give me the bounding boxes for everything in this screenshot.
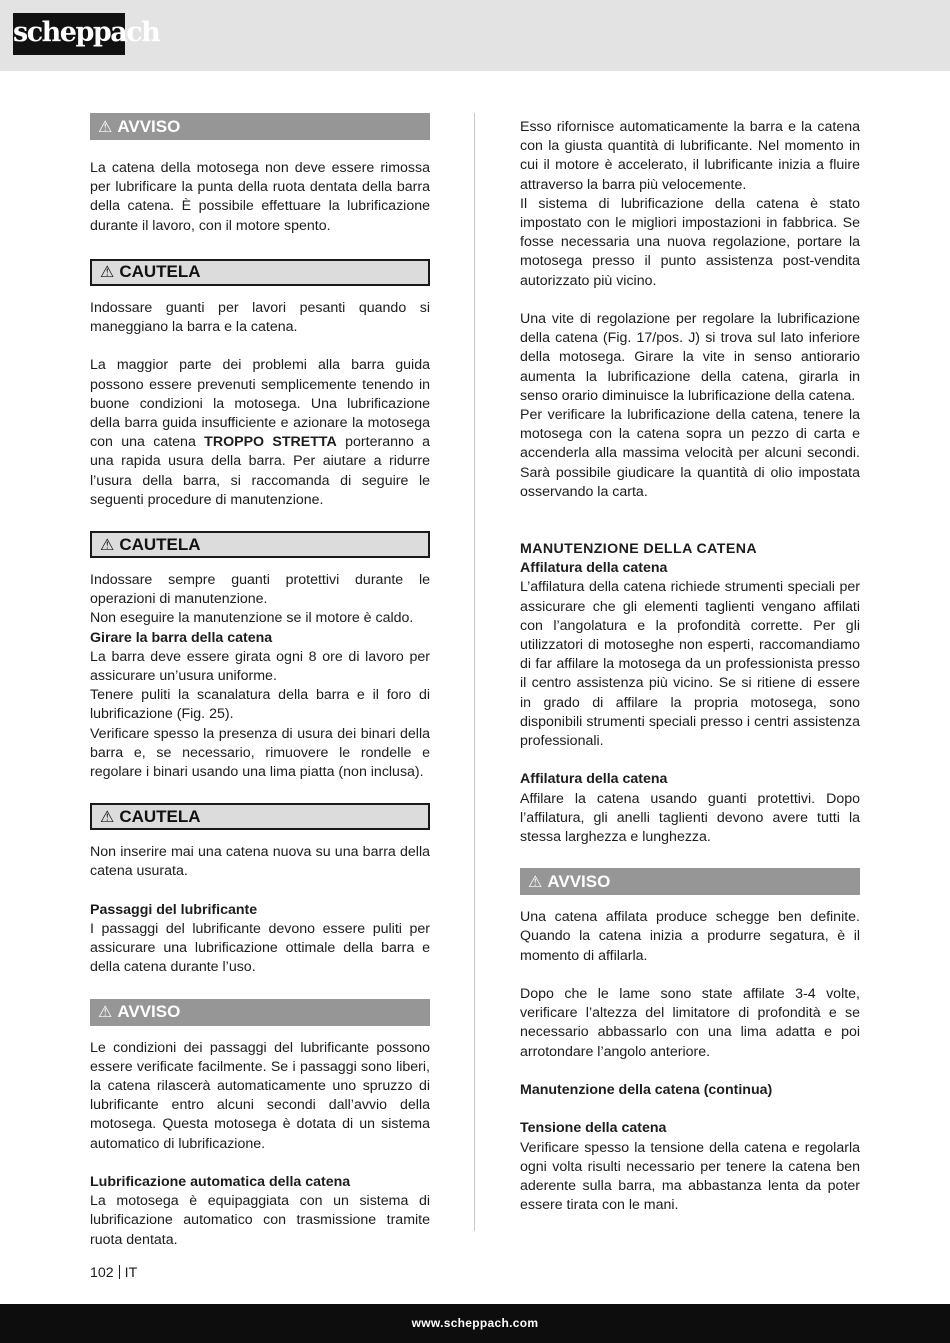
page-footer bbox=[90, 1264, 137, 1283]
notice-cautela-2 bbox=[90, 531, 430, 558]
notice-cautela-1 bbox=[90, 259, 430, 286]
subheading-tensione: Tensione della catena bbox=[520, 1120, 667, 1137]
cautela-2-text-2: Non eseguire la manutenzione se il motore è caldo. bbox=[90, 610, 414, 627]
cautela-1-text: Indossare guanti per lavori pesanti quando si maneggiano la barra e la catena. bbox=[90, 299, 430, 336]
subheading-affilatura-2: Affilatura della catena bbox=[520, 771, 668, 788]
dopo-text: Dopo che le lame sono state affilate 3-4 volte, verificare l’altezza del limitatore di profondità e se necessario abbassarlo con una lima adatta e poi arrotondare l’angolo anteriore. bbox=[520, 986, 860, 1060]
auto-lubrication-text: La motosega è equipaggiata con un sistema di lubrificazione automatico con trasmissione tramite ruota dentata. bbox=[90, 1193, 430, 1248]
cautela-3-text: Non inserire mai una catena nuova su una barra della catena usurata. bbox=[90, 844, 430, 880]
verificare-text: Per verificare la lubrificazione della catena, tenere la motosega con la catena sopra un pezzo di carta e accenderla alla massima velocità per alcuni secondi. Sarà possibile giudicare la quantità di olio impostata osservando la carta. bbox=[520, 407, 860, 500]
right-column bbox=[520, 118, 860, 1215]
notice-title: AVVISO bbox=[117, 116, 181, 136]
avviso-3-text: Una catena affilata produce schegge ben definite. Quando la catena inizia a produrre segatura, è il momento di affilarla. bbox=[520, 909, 860, 964]
column-divider bbox=[474, 113, 475, 1231]
notice-title: CAUTELA bbox=[119, 806, 201, 826]
header-bar bbox=[0, 0, 950, 71]
section-heading-auto-lubrication: Lubrificazione automatica della catena bbox=[90, 1174, 351, 1191]
warning-triangle-icon: ⚠ bbox=[100, 264, 115, 282]
warning-triangle-icon: ⚠ bbox=[100, 536, 115, 554]
subheading-affilatura-1: Affilatura della catena bbox=[520, 560, 668, 577]
girare-text-3: Verificare spesso la presenza di usura dei binari della barra e, se necessario, rimuovere le rondelle e regolare i binari usando una lima piatta (non inclusa). bbox=[90, 725, 430, 781]
affilatura-2-text: Affilare la catena usando guanti protettivi. Dopo l’affilatura, gli anelli taglienti devono avere tutti la stessa larghezza e lunghezza. bbox=[520, 790, 860, 846]
notice-avviso-2 bbox=[90, 999, 430, 1026]
scheppach-logo: scheppach bbox=[13, 13, 125, 55]
left-column bbox=[90, 113, 430, 1250]
emphasis-text: TROPPO STRETTA bbox=[204, 434, 337, 451]
girare-text-1: La barra deve essere girata ogni 8 ore di lavoro per assicurare un’usura uniforme. bbox=[90, 648, 430, 685]
notice-avviso-1 bbox=[90, 113, 430, 140]
warning-triangle-icon: ⚠ bbox=[98, 118, 113, 136]
girare-text-2: Tenere puliti la scanalatura della barra e il foro di lubrificazione (Fig. 25). bbox=[90, 687, 430, 723]
esso-text: Esso rifornisce automaticamente la barra e la catena con la giusta quantità di lubrificante. Nel momento in cui il motore è accelerato, il lubrificante inizia a fluire attraverso la barra più velocemente. bbox=[520, 119, 860, 193]
website-link[interactable]: www.scheppach.com bbox=[411, 1316, 539, 1330]
affilatura-1-text: L’affilatura della catena richiede strumenti speciali per assicurare che gli elementi taglienti vengano affilati con l’angolatura e la profondità corrette. Per gli utilizzatori di motoseghe non esperti, raccomandiamo di far affilare la motosega da un professionista presso il centro assistenza più vicino. Se si ritiene di essere in grado di affilare la propria motosega, sono disponibili strumenti speciali presso i centri assistenza professionali. bbox=[520, 579, 860, 750]
warning-triangle-icon: ⚠ bbox=[98, 1004, 113, 1022]
passaggi-text: I passaggi del lubrificante devono essere puliti per assicurare una lubrificazione ottimale della barra e della catena durante l’uso. bbox=[90, 921, 430, 976]
avviso-2-text: Le condizioni dei passaggi del lubrificante possono essere verificate facilmente. Se i passaggi sono liberi, la catena rilascerà automaticamente uno spruzzo di lubrificante entro alcuni secondi dall’avvio della motosega. Questa motosega è dotata di un sistema automatico di lubrificazione. bbox=[90, 1039, 430, 1152]
paragraph-part: La maggior parte dei problemi alla barra guida possono essere prevenuti semplicemente tenendo in buone condizioni la motosega. Una lubrificazione della barra guida insufficiente e azionare la motosega con una catena bbox=[90, 357, 430, 451]
notice-avviso-3 bbox=[520, 868, 860, 895]
section-heading-girare: Girare la barra della catena bbox=[90, 629, 273, 646]
cautela-2-text-1: Indossare sempre guanti protettivi durante le operazioni di manutenzione. bbox=[90, 572, 430, 608]
footer-separator bbox=[119, 1265, 120, 1279]
footer-bar bbox=[0, 1304, 950, 1343]
language-code: IT bbox=[124, 1265, 138, 1281]
notice-title: AVVISO bbox=[547, 871, 611, 891]
notice-cautela-3 bbox=[90, 803, 430, 830]
paragraph-part: porteranno a una rapida usura della barra. Per aiutare a ridurre l’usura della barra, si raccomanda di seguire le seguenti procedure di manutenzione. bbox=[90, 434, 430, 508]
notice-title: AVVISO bbox=[117, 1002, 181, 1022]
page-number: 102 bbox=[90, 1265, 114, 1281]
section-heading-manutenzione-continua: Manutenzione della catena (continua) bbox=[520, 1082, 773, 1099]
tensione-text: Verificare spesso la tensione della catena e regolarla ogni volta risulti necessario per tenere la catena ben aderente sulla barra, ma abbastanza lenta da poter essere tirata con le mani. bbox=[520, 1139, 860, 1214]
sistema-text: Il sistema di lubrificazione della catena è stato impostato con le migliori impostazioni in fabbrica. Se fosse necessaria una nuova regolazione, portare la motosega presso il punto assistenza post-vendita autorizzato più vicino. bbox=[520, 195, 860, 289]
avviso-1-text: La catena della motosega non deve essere rimossa per lubrificare la punta della ruota dentata della barra della catena. È possibile effettuare la lubrificazione durante il lavoro, con il motore spento. bbox=[90, 160, 430, 234]
bar-maintenance-paragraph bbox=[90, 356, 430, 510]
notice-title: CAUTELA bbox=[119, 262, 201, 282]
section-heading-manutenzione: MANUTENZIONE DELLA CATENA bbox=[520, 541, 757, 558]
vite-text: Una vite di regolazione per regolare la lubrificazione della catena (Fig. 17/pos. J) si trova sul lato inferiore della motosega. Girare la vite in senso antiorario aumenta la lubrificazione della catena, girarla in senso orario diminuisce la lubrificazione della catena. bbox=[520, 311, 860, 404]
section-heading-passaggi: Passaggi del lubrificante bbox=[90, 901, 258, 918]
warning-triangle-icon: ⚠ bbox=[528, 873, 543, 891]
notice-title: CAUTELA bbox=[119, 534, 201, 554]
warning-triangle-icon: ⚠ bbox=[100, 808, 115, 826]
